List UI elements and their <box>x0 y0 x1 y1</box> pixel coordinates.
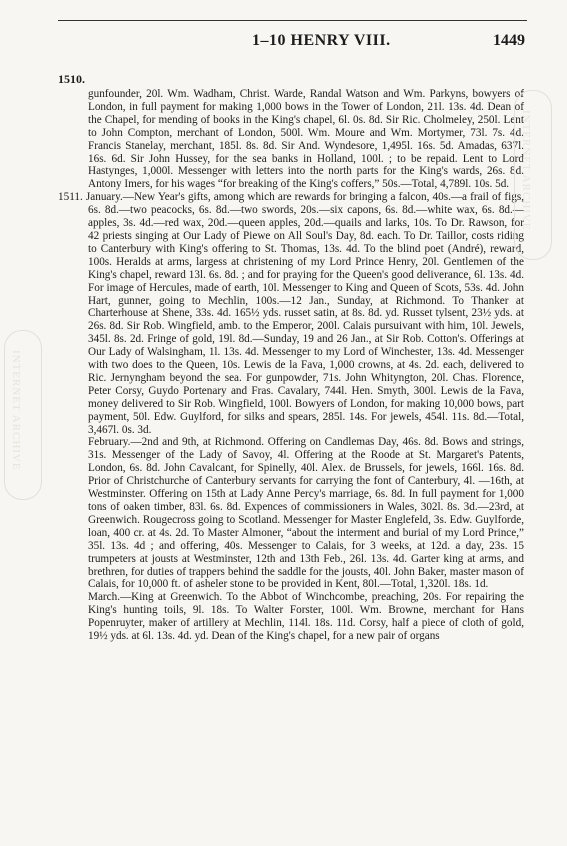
running-header <box>0 6 567 49</box>
year-label: 1510. <box>58 72 85 86</box>
document-body <box>58 88 524 643</box>
faded-library-stamp-left <box>4 330 42 500</box>
paragraph-1511-january: 1511. January.—New Year's gifts, among which are rewards for bringing a falcon, 40s.—a frail of figs, 6s. 8d.—two peacocks, 6s. 8d.—two swords, 20s.—six capons, 6s. 8d.—white wax, 6s. 8d.—apples, 3s. 4d.—red wax, 20d.—queen apples, 20d.—quails and larks, 10s. To Dr. Rawson, for 42 priests singing at Our Lady of Piewe on All Soul's Day, 8d. each. To Dr. Taillor, costs riding to Canterbury with King's offering to St. Thomas, 13s. 4d. To the blind poet (André), reward, 100s. Heralds at arms, largess at christening of my Lord Prince Henry, 20l. Gentlemen of the King's chapel, reward 13l. 6s. 8d. ; and for praying for the Queen's good deliverance, 6l. 13s. 4d. For image of Hercules, made of earth, 10l. Messenger to King and Queen of Scots, 53s. 4d. John Hart, gunner, going to Mechlin, 100s.—12 Jan., Sunday, at Richmond. To Thanker at Charterhouse at Shene, 33s. 4d. 165½ yds. russet satin, at 8s. 8d. yd. Russet tylsent, 23½ yds. at 26s. 8d. Sir Rob. Wingfield, amb. to the Emperor, 200l. Calais pursuivant with him, 10l. Jewels, 345l. 8s. 2d. Fringe of gold, 19l. 8d.—Sunday, 19 and 26 Jan., at Sir Rob. Cotton's. Offerings at Our Lady of Walsingham, 1l. 13s. 4d. Messenger to my Lord of Winchester, 13s. 4d. Messenger with two does to the Queen, 10s. Lewis de la Fava, 1,000 crowns, at 4s. 2d. each, delivered to Ric. Jernyngham beyond the sea. For gunpowder, 71s. John Whityngton, 20l. Chas. Florence, Peter Corsy, Guydo Portenary and Fras. Cavalary, 744l. Hen. Smyth, 300l. Lewis de la Fava, money delivered to Sir Rob. Wingfield, 100l. Bowyers of London, for making 10,000 bows, part payment, 50l. Edw. Guylford, for silks and spears, 285l. 14s. For jewels, 454l. 11s. 8d.—Total, 3,467l. 0s. 3d. <box>58 191 524 436</box>
page-number: 1449 <box>493 32 525 49</box>
paragraph-march: March.—King at Greenwich. To the Abbot of Winchcombe, preaching, 20s. For repairing the King's hunting toils, 9l. 18s. To Walter Forster, 100l. Wm. Browne, merchant for Hans Popenruyter, maker of artillery at Mechlin, 114l. 18s. 11d. Corsy, half a piece of cloth of gold, 19½ yds. at 6l. 13s. 4d. yd. Dean of the King's chapel, for a new pair of organs <box>88 591 524 643</box>
header-rule <box>58 20 527 21</box>
faded-library-stamp-right <box>514 90 552 260</box>
stamp-text: INTERNET ARCHIVE <box>10 350 22 471</box>
stamp-text: INTERNET ARCHIVE <box>520 110 532 231</box>
paragraph-february: February.—2nd and 9th, at Richmond. Offering on Candlemas Day, 46s. 8d. Bows and strings, 31s. Messenger of the Lady of Savoy, 4l. Offering at the Roode at St. Margaret's Patents, London, 6s. 8d. John Cavalcant, for Spinelly, 40l. Alex. de Brussels, for jewels, 166l. 16s. 8d. Prior of Christchurche of Canterbury servants for carrying the font of Canterbury, 4l. —16th, at Westminster. Offering on 15th at Lady Anne Percy's marriage, 6s. 8d. In full payment for 1,000 tons of oaken timber, 83l. 6s. 8d. Expences of commissioners in Wales, 302l. 8s. 3d.—23rd, at Greenwich. Rougecross going to Scotland. Messenger for Master Englefeld, 3s. Edw. Guylforde, loan, 400 cr. at 4s. 2d. To Master Almoner, “about the interment and burial of my Lord Prince,” 35l. 13s. 4d ; and offering, 40s. Messenger to Calais, for 3 weeks, at 12d. a day, 23s. 15 trumpeters at jousts at Westminster, 12th and 13th Feb., 26l. 13s. 4d. Garter king at arms, and brethren, for duties of trappers behind the saddle for the jousts, 40l. John Baker, master mason of Calais, for 10,000 ft. of asheler stone to be provided in Kent, 80l.—Total, 1,320l. 18s. 1d. <box>88 436 524 591</box>
header-title: 1–10 HENRY VIII. <box>252 32 391 49</box>
paragraph-1510-continuation: gunfounder, 20l. Wm. Wadham, Christ. Warde, Randal Watson and Wm. Parkyns, bowyers of London, in full payment for making 1,000 bows in the Tower of London, 21l. 13s. 4d. Dean of the Chapel, for mending of books in the King's chapel, 6l. 0s. 8d. Sir Ric. Cholmeley, 250l. Lent to John Compton, merchant of London, 500l. Wm. Moure and Wm. Mortymer, 73l. 7s. 4d. Francis Stanelay, merchant, 185l. 8s. 8d. Sir And. Wyndesore, 1,495l. 16s. 5d. Amadas, 637l. 16s. 6d. Sir John Hussey, for the sea banks in Holland, 100l. ; to be repaid. Lent to Lord Hastynges, 1,000l. Messenger with letters into the north parts for the King's wards, 26s. 8d. Antony Imers, for his wages “for breaking of the King's coffers,” 50s.—Total, 4,789l. 10s. 5d. <box>88 88 524 191</box>
